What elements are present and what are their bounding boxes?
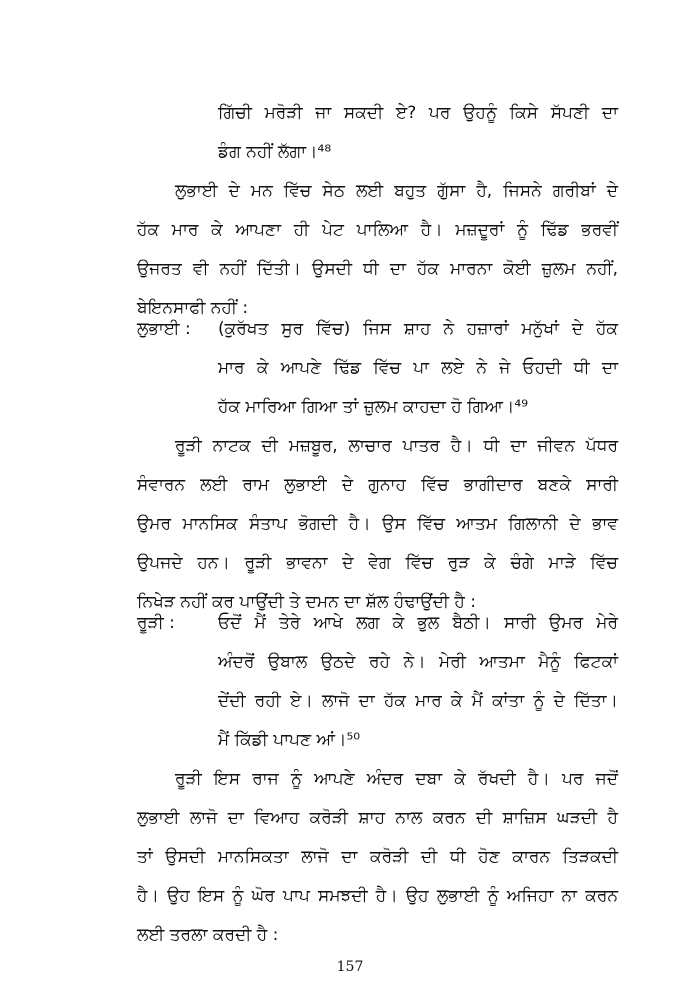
paragraph-line: ਉਜਰਤ ਵੀ ਨਹੀਂ ਦਿੱਤੀ। ਉਸਦੀ ਧੀ ਦਾ ਹੱਕ ਮਾਰਨਾ ਕੋਈ ਜ਼ੁਲਮ ਨਹੀਂ,	[137, 259, 618, 279]
dialogue-line: ਓਦੋਂ ਮੈਂ ਤੇਰੇ ਆਖੇ ਲਗ ਕੇ ਭੁਲ ਬੈਠੀ। ਸਾਰੀ ਉਮਰ ਮੇਰੇ	[218, 613, 618, 633]
dialogue-line: (ਕੁਰੱਖਤ ਸੁਰ ਵਿੱਚ) ਜਿਸ ਸ਼ਾਹ ਨੇ ਹਜ਼ਾਰਾਂ ਮਨੁੱਖਾਂ ਦੇ ਹੱਕ	[218, 319, 618, 339]
paragraph-line: ਤਾਂ ਉਸਦੀ ਮਾਨਸਿਕਤਾ ਲਾਜੋ ਦਾ ਕਰੋੜੀ ਦੀ ਧੀ ਹੋਣ ਕਾਰਨ ਤਿੜਕਦੀ	[137, 847, 618, 867]
quote-line: ਗਿੱਚੀ ਮਰੋੜੀ ਜਾ ਸਕਦੀ ਏ? ਪਰ ਉਹਨੂੰ ਕਿਸੇ ਸੱਪਣੀ ਦਾ	[218, 103, 618, 123]
dialogue-line: ਹੱਕ ਮਾਰਿਆ ਗਿਆ ਤਾਂ ਜ਼ੁਲਮ ਕਾਹਦਾ ਹੋ ਗਿਆ।⁴⁹	[218, 397, 529, 417]
paragraph-line: ਰੂੜੀ ਇਸ ਰਾਜ ਨੂੰ ਆਪਣੇ ਅੰਦਰ ਦਬਾ ਕੇ ਰੱਖਦੀ ਹੈ। ਪਰ ਜਦੋਂ	[175, 769, 618, 789]
paragraph-line: ਉਪਜਦੇ ਹਨ। ਰੂੜੀ ਭਾਵਨਾ ਦੇ ਵੇਗ ਵਿੱਚ ਰੁੜ ਕੇ ਚੰਗੇ ਮਾੜੇ ਵਿੱਚ	[137, 553, 618, 573]
paragraph-line: ਲੁਭਾਈ ਲਾਜੋ ਦਾ ਵਿਆਹ ਕਰੋੜੀ ਸ਼ਾਹ ਨਾਲ ਕਰਨ ਦੀ ਸ਼ਾਜ਼ਿਸ ਘੜਦੀ ਹੈ	[137, 808, 618, 828]
dialogue-line: ਅੰਦਰੋਂ ਉਬਾਲ ਉਠਦੇ ਰਹੇ ਨੇ। ਮੇਰੀ ਆਤਮਾ ਮੈਨੂੰ ਫਿਟਕਾਂ	[218, 652, 618, 672]
paragraph-line: ਲਈ ਤਰਲਾ ਕਰਦੀ ਹੈ :	[137, 925, 279, 945]
paragraph-line: ਬੇਇਨਸਾਫੀ ਨਹੀਂ :	[137, 298, 249, 318]
paragraph-line: ਸੰਵਾਰਨ ਲਈ ਰਾਮ ਲੁਭਾਈ ਦੇ ਗੁਨਾਹ ਵਿੱਚ ਭਾਗੀਦਾਰ ਬਣਕੇ ਸਾਰੀ	[137, 475, 618, 495]
dialogue-line: ਦੇਂਦੀ ਰਹੀ ਏ। ਲਾਜੋ ਦਾ ਹੱਕ ਮਾਰ ਕੇ ਮੈਂ ਕਾਂਤਾ ਨੂੰ ਦੇ ਦਿੱਤਾ।	[218, 691, 618, 711]
paragraph-line: ਨਿਖੇੜ ਨਹੀਂ ਕਰ ਪਾਉਂਦੀ ਤੇ ਦਮਨ ਦਾ ਸ਼ੱਲ ਹੰਢਾਉਂਦੀ ਹੈ :	[137, 592, 476, 612]
quote-line: ਡੰਗ ਨਹੀਂ ਲੱਗਾ।⁴⁸	[218, 142, 332, 162]
dialogue-line: ਮਾਰ ਕੇ ਆਪਣੇ ਢਿੱਡ ਵਿੱਚ ਪਾ ਲਏ ਨੇ ਜੇ ਓਹਦੀ ਧੀ ਦਾ	[218, 358, 618, 378]
paragraph-line: ਉਮਰ ਮਾਨਸਿਕ ਸੰਤਾਪ ਭੋਗਦੀ ਹੈ। ਉਸ ਵਿੱਚ ਆਤਮ ਗਿਲਾਨੀ ਦੇ ਭਾਵ	[137, 514, 618, 534]
paragraph-line: ਹੈ। ਉਹ ਇਸ ਨੂੰ ਘੋਰ ਪਾਪ ਸਮਝਦੀ ਹੈ। ਉਹ ਲੁਭਾਈ ਨੂੰ ਅਜਿਹਾ ਨਾ ਕਰਨ	[137, 886, 618, 906]
paragraph-line: ਹੱਕ ਮਾਰ ਕੇ ਆਪਣਾ ਹੀ ਪੇਟ ਪਾਲਿਆ ਹੈ। ਮਜ਼ਦੂਰਾਂ ਨੂੰ ਢਿੱਡ ਭਰਵੀਂ	[137, 220, 618, 240]
page-number: 157	[336, 959, 364, 975]
paragraph-line: ਰੂੜੀ ਨਾਟਕ ਦੀ ਮਜ਼ਬੂਰ, ਲਾਚਾਰ ਪਾਤਰ ਹੈ। ਧੀ ਦਾ ਜੀਵਨ ਪੱਧਰ	[175, 436, 618, 456]
speaker-label: ਰੂੜੀ :	[137, 613, 175, 633]
speaker-label: ਲੁਭਾਈ :	[137, 319, 191, 339]
dialogue-line: ਮੈਂ ਕਿੱਡੀ ਪਾਪਣ ਆਂ।⁵⁰	[218, 730, 361, 750]
paragraph-line: ਲੁਭਾਈ ਦੇ ਮਨ ਵਿੱਚ ਸੇਠ ਲਈ ਬਹੁਤ ਗੁੱਸਾ ਹੈ, ਜਿਸਨੇ ਗਰੀਬਾਂ ਦੇ	[175, 181, 618, 201]
